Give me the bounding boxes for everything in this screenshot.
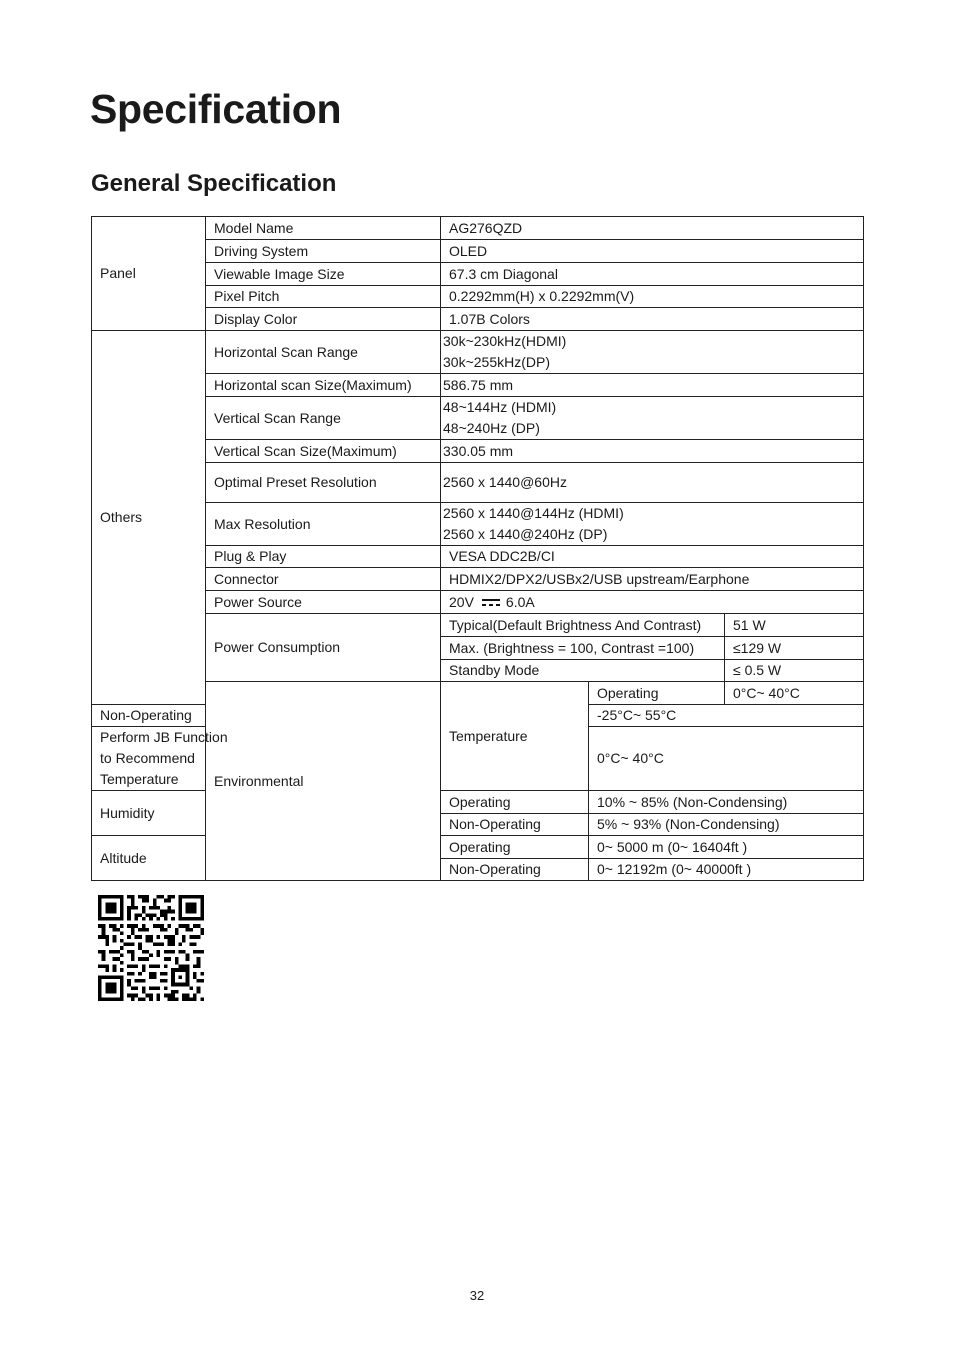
max-resolution-dp: 2560 x 1440@240Hz (DP) [443,526,608,542]
spec-label-altitude: Altitude [92,836,206,881]
spec-label-display-color: Display Color [206,308,441,331]
spec-value-pixel-pitch: 0.2292mm(H) x 0.2292mm(V) [441,286,864,308]
spec-label-horizontal-scan-range: Horizontal Scan Range [206,331,441,374]
humidity-operating-label: Operating [441,791,589,814]
table-row [92,308,864,331]
table-row [92,591,864,614]
spec-value-power-source [441,591,864,614]
spec-label-viewable-image-size: Viewable Image Size [206,263,441,286]
spec-label-model-name: Model Name [206,217,441,240]
dc-current-icon [482,598,500,607]
altitude-operating-label: Operating [441,836,589,859]
spec-value-connector: HDMIX2/DPX2/USBx2/USB upstream/Earphone [441,568,864,591]
page-title: Specification [90,86,342,132]
altitude-operating-value: 0~ 5000 m (0~ 16404ft ) [589,836,864,859]
spec-value-model-name: AG276QZD [441,217,864,240]
spec-label-power-source: Power Source [206,591,441,614]
category-environmental: Environmental [206,682,441,881]
table-row [92,397,864,440]
vertical-scan-range-dp: 48~240Hz (DP) [443,420,540,436]
spec-value-plug-play: VESA DDC2B/CI [441,546,864,568]
spec-value-vertical-scan-size: 330.05 mm [441,440,864,463]
power-consumption-value: ≤ 0.5 W [725,660,864,682]
temperature-non-operating-label: Non-Operating [92,705,206,727]
table-row [92,546,864,568]
altitude-non-operating-value: 0~ 12192m (0~ 40000ft ) [589,859,864,881]
table-row [92,217,864,240]
spec-value-horizontal-scan-size: 586.75 mm [441,374,864,397]
humidity-operating-value: 10% ~ 85% (Non-Condensing) [589,791,864,814]
table-row [92,503,864,546]
humidity-non-operating-value: 5% ~ 93% (Non-Condensing) [589,814,864,836]
power-consumption-condition: Standby Mode [441,660,725,682]
jb-function-line: Temperature [100,771,179,787]
qr-code-icon [98,895,204,1001]
spec-value-horizontal-scan-range [441,331,864,374]
page-number: 32 [469,1288,485,1303]
spec-value-max-resolution [441,503,864,546]
spec-label-max-resolution: Max Resolution [206,503,441,546]
category-others: Others [92,331,206,705]
table-row [92,240,864,263]
spec-label-horizontal-scan-size: Horizontal scan Size(Maximum) [206,374,441,397]
spec-value-optimal-preset-resolution: 2560 x 1440@60Hz [441,463,864,503]
spec-label-pixel-pitch: Pixel Pitch [206,286,441,308]
temperature-operating-label: Operating [589,682,725,705]
power-consumption-condition: Typical(Default Brightness And Contrast) [441,614,725,637]
spec-table [91,216,864,881]
category-panel: Panel [92,217,206,331]
section-subtitle: General Specification [91,170,337,197]
table-row [92,263,864,286]
power-consumption-condition: Max. (Brightness = 100, Contrast =100) [441,637,725,660]
power-consumption-value: 51 W [725,614,864,637]
jb-function-line: Perform JB Function [100,729,228,745]
power-consumption-value: ≤129 W [725,637,864,660]
spec-label-humidity: Humidity [92,791,206,836]
table-row [92,463,864,503]
max-resolution-hdmi: 2560 x 1440@144Hz (HDMI) [443,505,624,521]
spec-value-vertical-scan-range [441,397,864,440]
horizontal-scan-range-dp: 30k~255kHz(DP) [443,354,550,370]
spec-label-plug-play: Plug & Play [206,546,441,568]
table-row [92,374,864,397]
horizontal-scan-range-hdmi: 30k~230kHz(HDMI) [443,333,567,349]
temperature-operating-value: 0°C~ 40°C [725,682,864,705]
spec-label-driving-system: Driving System [206,240,441,263]
humidity-non-operating-label: Non-Operating [441,814,589,836]
spec-value-display-color: 1.07B Colors [441,308,864,331]
table-row [92,614,864,637]
jb-function-line: to Recommend [100,750,195,766]
temperature-jb-function-label [92,727,228,791]
power-source-voltage: 20V [449,593,474,610]
spec-label-temperature: Temperature [441,682,589,791]
altitude-non-operating-label: Non-Operating [441,859,589,881]
spec-label-power-consumption: Power Consumption [206,614,441,682]
spec-value-viewable-image-size: 67.3 cm Diagonal [441,263,864,286]
spec-label-vertical-scan-range: Vertical Scan Range [206,397,441,440]
power-source-current: 6.0A [505,593,535,610]
table-row [92,331,864,374]
spec-label-optimal-preset-resolution: Optimal Preset Resolution [206,463,441,503]
vertical-scan-range-hdmi: 48~144Hz (HDMI) [443,399,557,415]
spec-value-driving-system: OLED [441,240,864,263]
table-row [92,440,864,463]
spec-label-connector: Connector [206,568,441,591]
table-row [92,286,864,308]
temperature-non-operating-value: -25°C~ 55°C [589,705,864,727]
spec-label-vertical-scan-size: Vertical Scan Size(Maximum) [206,440,441,463]
table-row [92,568,864,591]
temperature-jb-function-value: 0°C~ 40°C [589,727,864,791]
table-row [92,682,864,705]
